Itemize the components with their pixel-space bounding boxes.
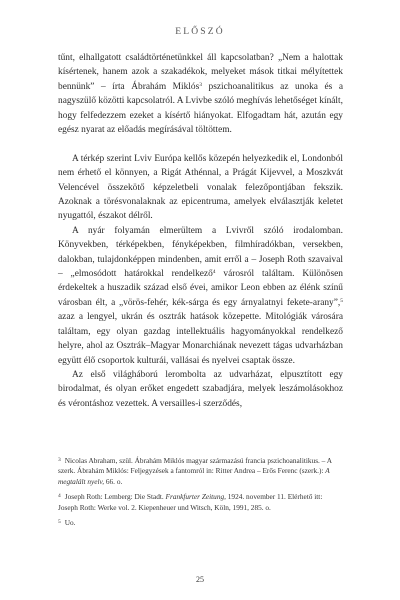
paragraph-2: A térkép szerint Lviv Európa kellős közepén helyezkedik el, Londonból nem érhető el könnyen, a Rigát Athénnal, a Prágát Kijevvel, a Moszkvát Velencével összekötő képzeletbeli vonalak felezőpontjában fekszik. Azoknak a törésvonalaknak az epicentruma, amelyek elválasztják keletet nyugattól, északot délről.: [58, 153, 343, 222]
footnote-ref-3[interactable]: 3: [199, 81, 202, 88]
footnote-4: $^4$ Joseph Roth: Lemberg: Die Stadt. Frankfurter Zeitung, 1924. november 11. Elérhető itt: Joseph Roth: Werke vol. 2. Kiepenheuer und Witsch, Köln, 1991, 285. o.: [58, 492, 323, 512]
paragraph-1: tűnt, elhallgatott családtörténetünkkel áll kapcsolatban? „Nem a halottak kísértenek, hanem azok a szakadékok, melyeket mások titkai mélyítettek bennünk” – írta Ábrahám Miklós$^3$ pszichoanalitikus az unoka és a nagyszülő közötti kapcsolatról. A Lvivbe szóló meghívás lehetőséget kínált, hogy felfedezzem ezeket a kísértő hiányokat. Elfogadtam hát, azután egy egész nyarat az előadás megírásával töltöttem.: [58, 53, 344, 136]
running-header: ELŐSZÓ: [175, 27, 225, 37]
footnote-3: $^3$ Nicolas Abraham, szül. Ábrahám Miklós magyar származású francia pszichoanalitikus. – A szerk. Ábrahám Miklós: Feljegyzések a fantomról in: Ritter Andrea – Erős Ferenc (szerk.): A megtalált nyelv, 66. o.: [58, 456, 332, 486]
footnotes: [58, 455, 343, 532]
footnote-5: $^5$ Uo.: [58, 518, 76, 528]
footnote-ref-5[interactable]: 5: [340, 297, 343, 304]
paragraph-3: A nyár folyamán elmerültem a Lvivről szóló irodalomban. Könyvekben, térképekben, fényképekben, filmhíradókban, versekben, dalokban, tulajdonképpen mindenben, amit erről a – Joseph Roth szavaival – „elmosódott határokkal rendelkező$^4$ városról találtam. Különösen érdekeltek a huszadik század első évei, amikor Leon ebben az élénk színű városban élt, a „vörös-fehér, kék-sárga és egy árnyalatnyi fekete-arany”,$^5$ azaz a lengyel, ukrán és osztrák hatások közepette. Mitológiák városára találtam, egy olyan gazdag intellektuális hagyományokkal rendelkező helyre, ahol az Osztrák–Magyar Monarchiának nevezett tágas udvarházban együtt élő csoportok kulturái, vallásai és nyelvei csaptak össze.: [58, 225, 343, 366]
page-number: 25: [196, 575, 204, 584]
paragraph-4: Az első világháború lerombolta az udvarházat, elpusztított egy birodalmat, és olyan erőket engedett szabadjára, melyek leszámolásokhoz és vérontáshoz vezettek. A versailles-i szerződés,: [58, 369, 343, 409]
body-text: [58, 51, 343, 411]
footnote-ref-4[interactable]: 4: [212, 269, 216, 276]
